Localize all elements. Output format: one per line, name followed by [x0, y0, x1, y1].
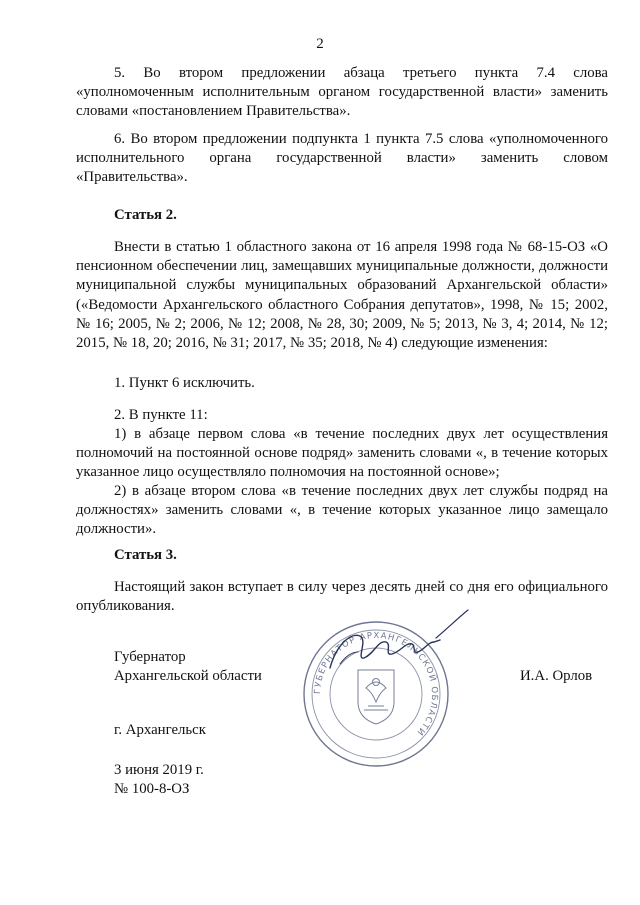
article-3-heading: Статья 3. — [114, 547, 177, 563]
seal-ring-text: ГУБЕРНАТОР АРХАНГЕЛЬСКОЙ ОБЛАСТИ — [312, 630, 440, 738]
law-number: № 100-8-ОЗ — [114, 781, 190, 797]
article-2-point-2-sub-2 — [76, 482, 608, 540]
article-2-point-2-sub-1 — [76, 425, 608, 483]
item-5-text: 5. Во втором предложении абзаца третьего пункта 7.4 слова «уполномоченным исполнительным органом государственной власти» заменить словами «постановлением Правительства». — [76, 65, 608, 120]
article-2-heading: Статья 2. — [114, 207, 177, 223]
signing-place: г. Архангельск — [114, 722, 206, 738]
signatory-title-line-1: Губернатор — [114, 649, 186, 665]
handwritten-signature — [316, 606, 476, 686]
paragraph-item-5 — [76, 64, 608, 122]
paragraph-item-6 — [76, 130, 608, 188]
article-2-intro — [76, 238, 608, 353]
item-6-text: 6. Во втором предложении подпункта 1 пункта 7.5 слова «уполномоченного исполнительного органа государственной власти» заменить словом «Правительства». — [76, 131, 608, 186]
signing-date: 3 июня 2019 г. — [114, 762, 204, 778]
signatory-title-line-2: Архангельской области — [114, 668, 262, 684]
point-2-sub-1-text: 1) в абзаце первом слова «в течение последних двух лет осуществления полномочий на постоянной основе подряд» заменить словами «, в течение которых указанное лицо осуществляло полномочия на постоянной основе»; — [76, 426, 608, 481]
page-number: 2 — [316, 36, 324, 52]
article-2-point-2-heading: 2. В пункте 11: — [114, 407, 208, 423]
article-3-text: Настоящий закон вступает в силу через десять дней со дня его официального опубликования. — [76, 579, 608, 615]
point-2-sub-2-text: 2) в абзаце втором слова «в течение последних двух лет службы подряд на должностях» заменить словами «, в течение которых указанное лицо замещало должности». — [76, 483, 608, 538]
article-2-point-1: 1. Пункт 6 исключить. — [114, 375, 255, 391]
article-2-intro-text: Внести в статью 1 областного закона от 16 апреля 1998 года № 68-15-ОЗ «О пенсионном обеспечении лиц, замещавших муниципальные должности, должности муниципальной службы муниципальных образований Архангельской области» («Ведомости Архангельского областного Собрания депутатов», 1998, № 15; 2002, № 16; 2005, № 2; 2006, № 12; 2008, № 28, 30; 2009, № 5; 2013, № 3, 4; 2014, № 12; 2015, № 18, 20; 2016, № 31; 2017, № 35; 2018, № 4) следующие изменения: — [76, 239, 608, 352]
signatory-name: И.А. Орлов — [520, 668, 593, 684]
